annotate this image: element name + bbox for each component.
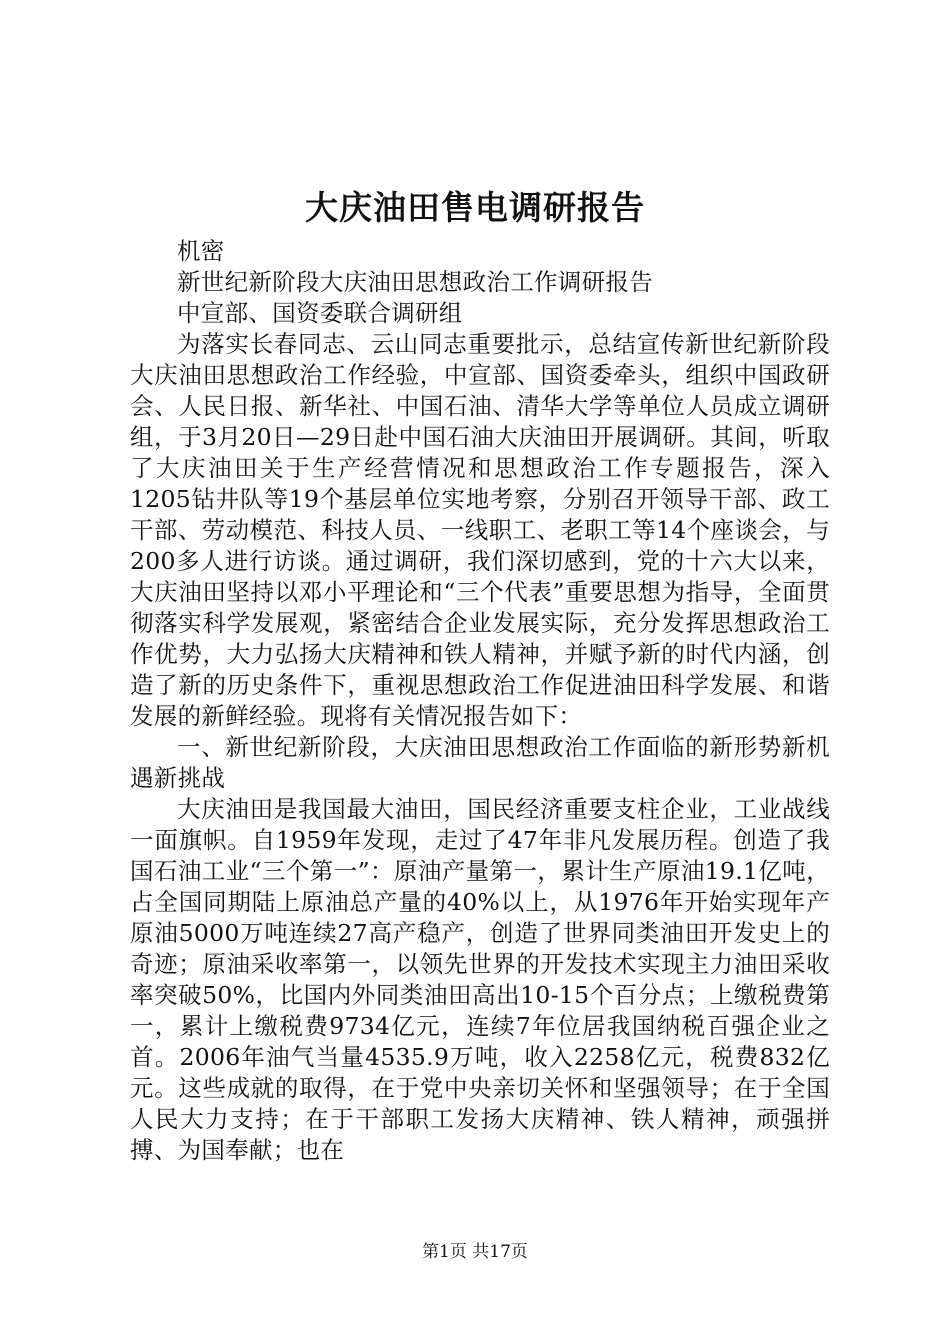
page-footer: 第1页 共17页 (422, 1242, 528, 1262)
intro-paragraph: 为落实长春同志、云山同志重要批示，总结宣传新世纪新阶段大庆油田思想政治工作经验，中宣部、国资委牵头，组织中国政研会、人民日报、新华社、中国石油、清华大学等单位人员成立调研组，于3月20日—29日赴中国石油大庆油田开展调研。其间，听取了大庆油田关于生产经营情况和思想政治工作专题报告，深入1205钻井队等19个基层单位实地考察，分别召开领导干部、政工干部、劳动模范、科技人员、一线职工、老职工等14个座谈会，与200多人进行访谈。通过调研，我们深切感到，党的十六大以来，大庆油田坚持以邓小平理论和“三个代表”重要思想为指导，全面贯彻落实科学发展观，紧密结合企业发展实际，充分发挥思想政治工作优势，大力弘扬大庆精神和铁人精神，并赋予新的时代内涵，创造了新的历史条件下，重视思想政治工作促进油田科学发展、和谐发展的新鲜经验。现将有关情况报告如下： (130, 330, 830, 730)
body-paragraph: 大庆油田是我国最大油田，国民经济重要支柱企业，工业战线一面旗帜。自1959年发现，走过了47年非凡发展历程。创造了我国石油工业“三个第一”：原油产量第一，累计生产原油19.1亿吨，占全国同期陆上原油总产量的40%以上，从1976年开始实现年产原油5000万吨连续27高产稳产，创造了世界同类油田开发史上的奇迹；原油采收率第一，以领先世界的开发技术实现主力油田采收率突破50%，比国内外同类油田高出10-15个百分点；上缴税费第一，累计上缴税费9734亿元，连续7年位居我国纳税百强企业之首。2006年油气当量4535.9万吨，收入2258亿元，税费832亿元。这些成就的取得，在于党中央亲切关怀和坚强领导；在于全国人民大力支持；在于干部职工发扬大庆精神、铁人精神，顽强拼搏、为国奉献；也在 (130, 795, 830, 1164)
document-body (130, 236, 830, 1166)
page-title: 大庆油田售电调研报告 (305, 188, 645, 227)
author-line: 中宣部、国资委联合调研组 (177, 299, 463, 327)
section-heading: 一、新世纪新阶段，大庆油田思想政治工作面临的新形势新机遇新挑战 (130, 733, 830, 792)
classification-line: 机密 (177, 237, 225, 265)
report-subtitle: 新世纪新阶段大庆油田思想政治工作调研报告 (177, 268, 653, 296)
